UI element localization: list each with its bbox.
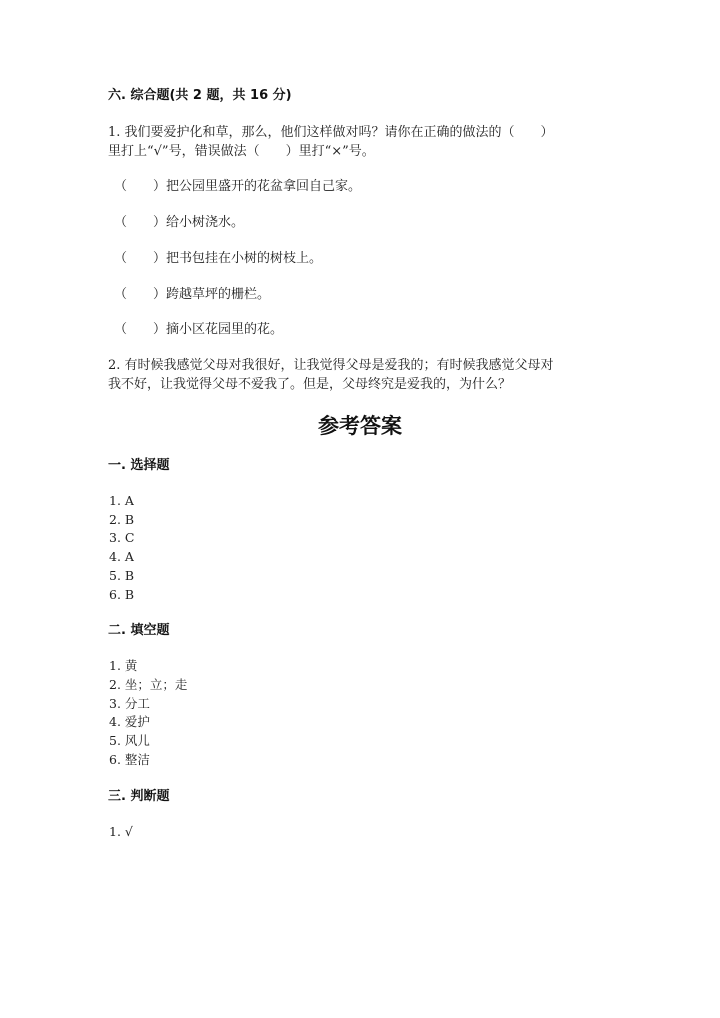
answer-key-title: 参考答案 (318, 414, 402, 438)
answer-item: 3. 分工 (109, 696, 150, 711)
section6-heading: 六. 综合题(共 2 题，共 16 分) (108, 88, 292, 103)
q1-option: （ ）跨越草坪的栅栏。 (114, 287, 271, 302)
q2-line2: 我不好，让我觉得父母不爱我了。但是，父母终究是爱我的，为什么？ (108, 377, 512, 392)
q1-line2: 里打上“√”号，错误做法（ ）里打“×”号。 (108, 144, 375, 159)
answer-item: 1. A (109, 493, 134, 508)
answers-section3-heading: 三. 判断题 (108, 789, 170, 804)
answer-item: 5. 风儿 (109, 733, 150, 748)
answer-item: 1. √ (109, 824, 133, 839)
answer-item: 4. 爱护 (109, 714, 150, 729)
q1-option: （ ）把公园里盛开的花盆拿回自己家。 (114, 179, 362, 194)
q2-line1: 2. 有时候我感觉父母对我很好，让我觉得父母是爱我的；有时候我感觉父母对 (108, 358, 554, 373)
answer-item: 2. B (109, 512, 135, 527)
answer-item: 6. B (109, 587, 135, 602)
answer-item: 5. B (109, 568, 135, 583)
answers-section1-heading: 一. 选择题 (108, 458, 170, 473)
answer-item: 2. 坐；立；走 (109, 677, 188, 692)
q1-line1: 1. 我们要爱护化和草，那么，他们这样做对吗？请你在正确的做法的（ ） (108, 125, 554, 140)
q1-option: （ ）给小树浇水。 (114, 215, 245, 230)
q1-option: （ ）把书包挂在小树的树枝上。 (114, 251, 323, 266)
answers-section2-heading: 二. 填空题 (108, 623, 170, 638)
answer-item: 6. 整洁 (109, 752, 150, 767)
answer-item: 1. 黄 (109, 658, 138, 673)
answer-item: 3. C (109, 530, 135, 545)
answer-item: 4. A (109, 549, 134, 564)
q1-option: （ ）摘小区花园里的花。 (114, 322, 284, 337)
